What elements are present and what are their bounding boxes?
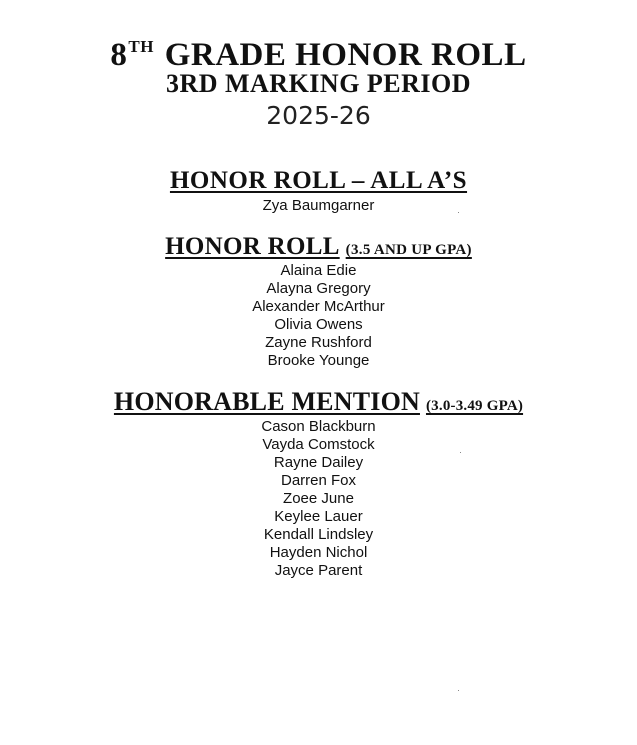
list-item: Darren Fox (280, 472, 357, 489)
section-heading-all-as (0, 166, 637, 196)
list-item: Alaina Edie (280, 262, 357, 279)
section-heading-text: HONOR ROLL (165, 233, 340, 260)
name-list-honor-roll (0, 262, 637, 370)
list-item: Rayne Dailey (273, 454, 364, 471)
title-grade-suffix: TH (128, 37, 154, 56)
page-subtitle: 3RD MARKING PERIOD (165, 69, 472, 98)
list-item: Jayce Parent (274, 562, 363, 579)
title-grade-number: 8 (110, 37, 128, 73)
list-item: Zoee June (283, 490, 354, 507)
list-item: Olivia Owens (274, 316, 363, 333)
list-item: Keylee Lauer (274, 508, 363, 525)
name-list-all-as (0, 197, 637, 215)
list-item: Brooke Younge (267, 352, 370, 369)
list-item: Kendall Lindsley (263, 526, 374, 543)
name-list-honorable-mention (0, 418, 637, 580)
list-item: Cason Blackburn (261, 418, 376, 435)
scan-speck (458, 690, 459, 691)
section-heading-honor-roll (0, 232, 637, 265)
scan-speck (460, 452, 461, 453)
title-text: GRADE HONOR ROLL (164, 37, 527, 73)
list-item: Vayda Comstock (262, 436, 375, 453)
section-heading-gpa: (3.5 AND UP GPA) (345, 242, 472, 258)
section-heading-gpa: (3.0-3.49 GPA) (425, 398, 524, 414)
section-heading-honorable-mention (0, 386, 637, 422)
section-heading-text: HONOR ROLL – ALL A’S (169, 167, 468, 194)
list-item: Alayna Gregory (266, 280, 371, 297)
list-item: Hayden Nichol (269, 544, 368, 561)
scan-speck (458, 212, 459, 213)
school-year: 2025-26 (266, 101, 371, 130)
list-item: Zya Baumgarner (262, 197, 375, 214)
section-heading-text: HONORABLE MENTION (113, 387, 420, 416)
list-item: Zayne Rushford (265, 334, 372, 351)
list-item: Alexander McArthur (252, 298, 385, 315)
